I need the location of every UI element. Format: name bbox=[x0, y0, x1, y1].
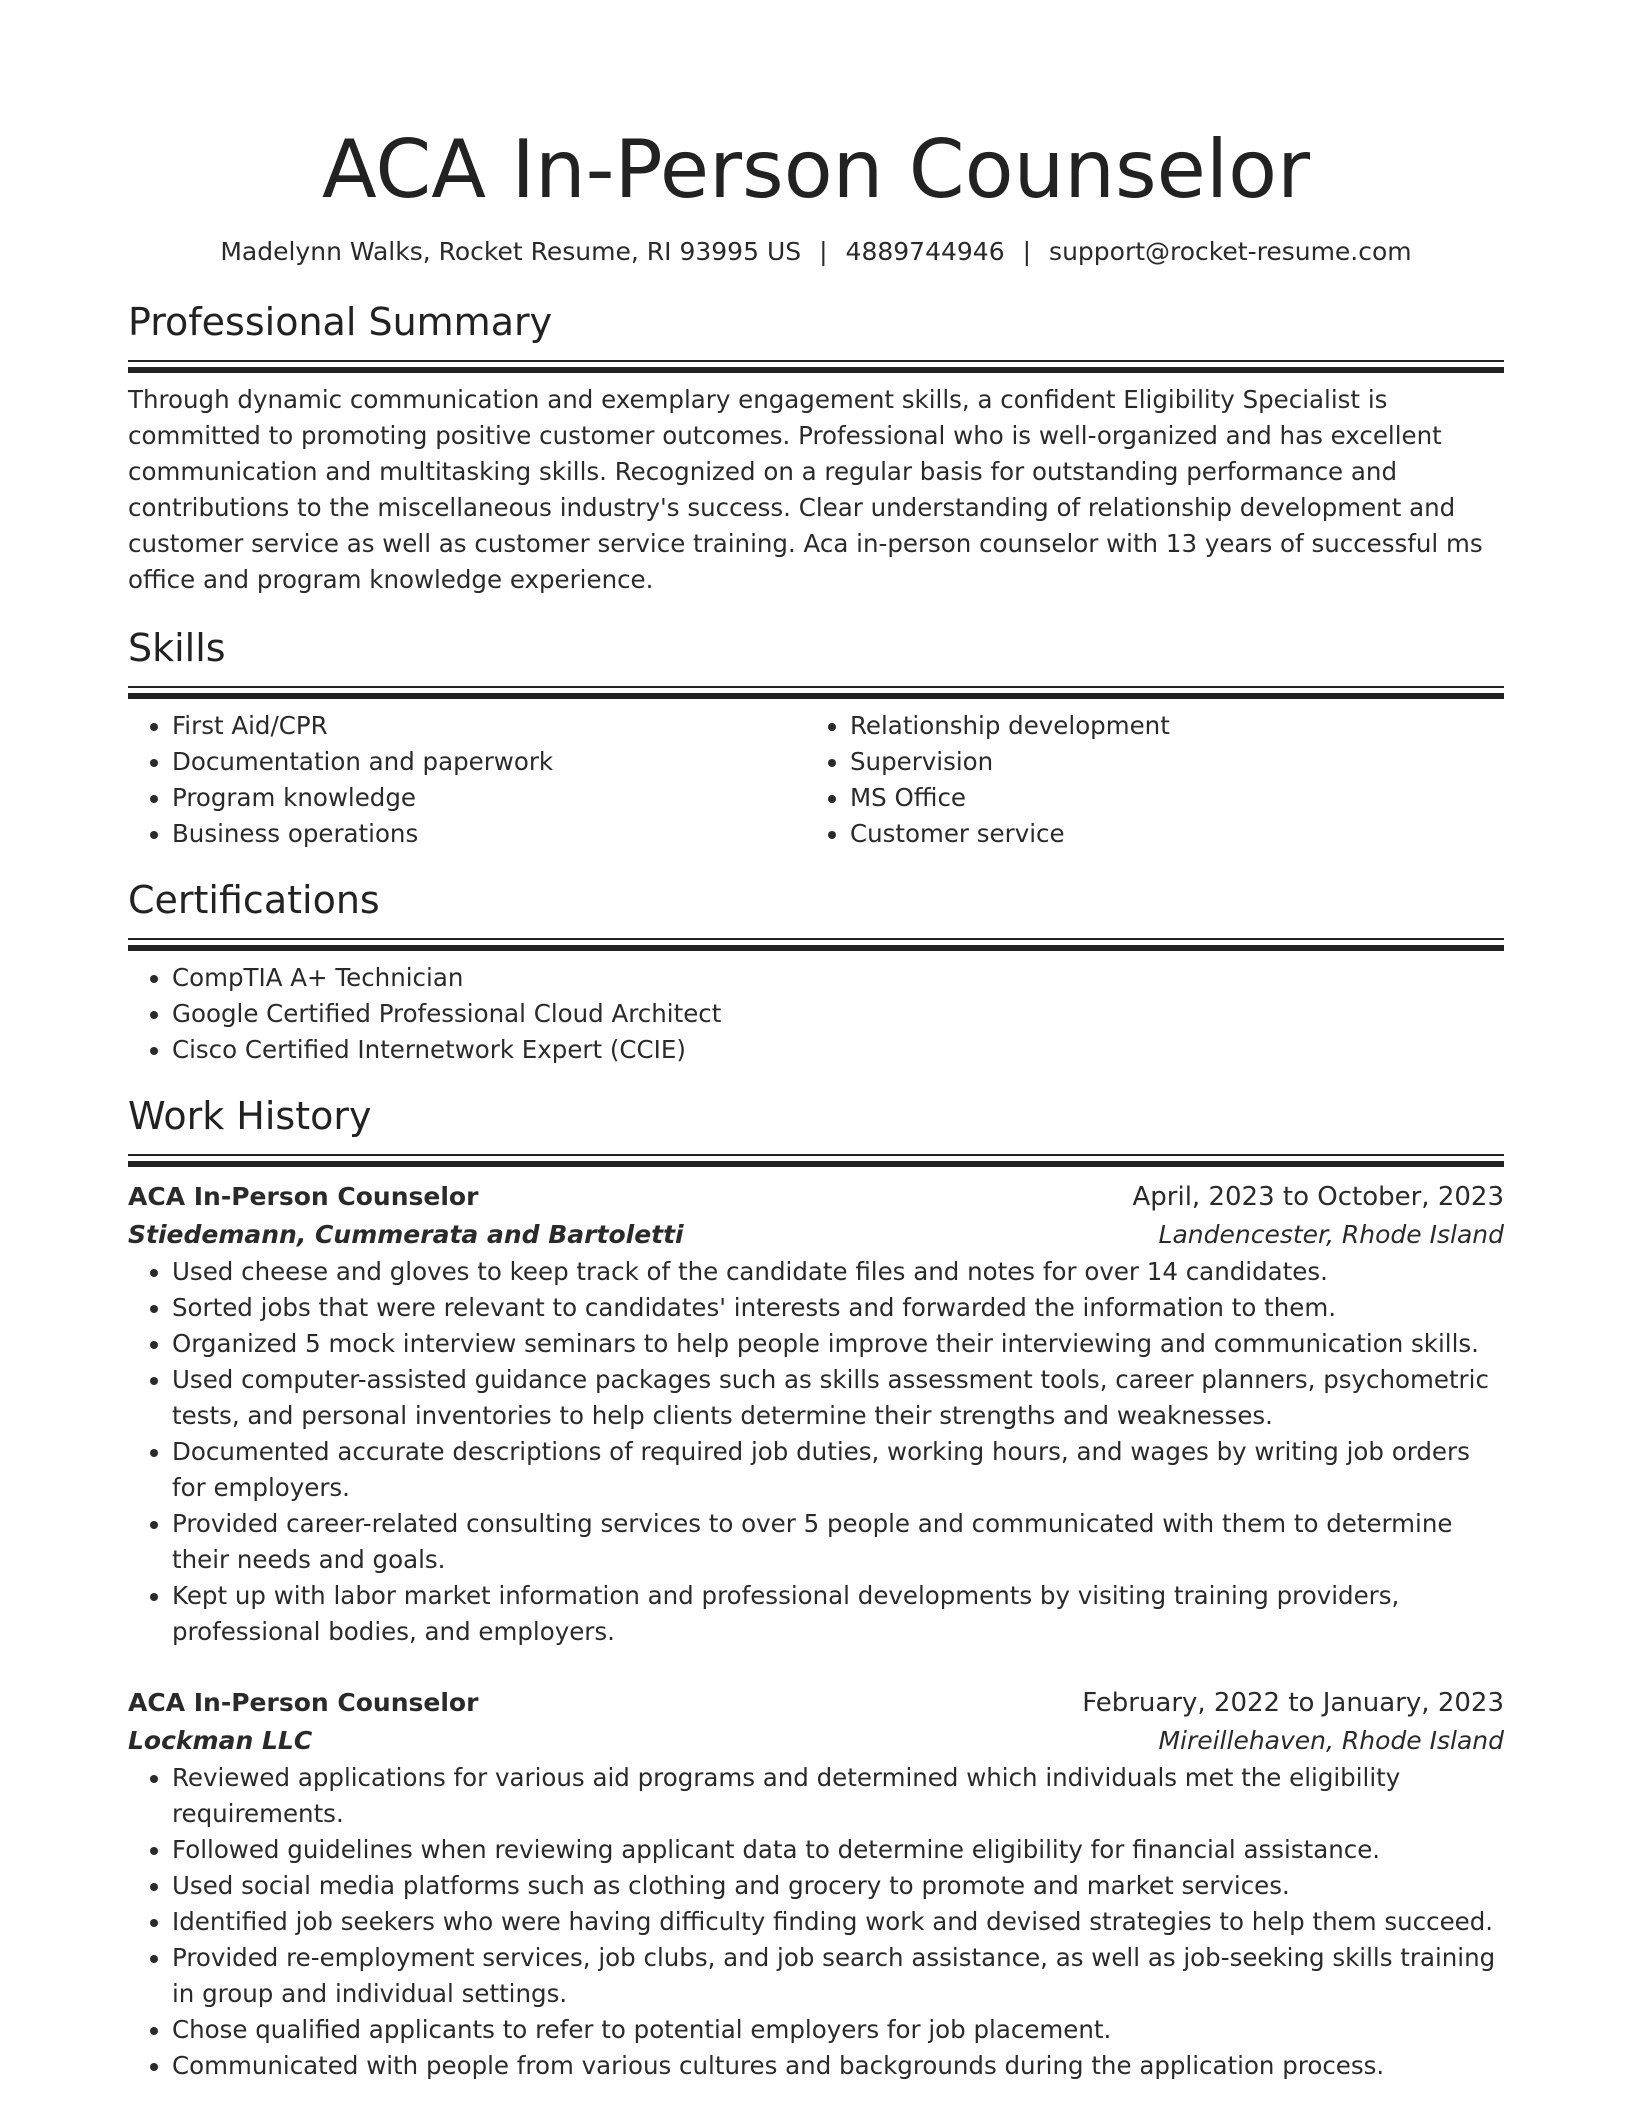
job-entry bbox=[128, 1684, 1504, 2084]
job-bullet: • Sorted jobs that were relevant to candidates' interests and forwarded the information to them. bbox=[172, 1290, 1504, 1326]
job-header bbox=[128, 1684, 1504, 1722]
job-subheader bbox=[128, 1216, 1504, 1254]
skill-item: • Program knowledge bbox=[172, 780, 806, 816]
job-title: ACA In-Person Counselor bbox=[128, 1688, 479, 1717]
job-bullet-list bbox=[128, 1254, 1504, 1650]
certification-item: • Google Certified Professional Cloud Architect bbox=[172, 996, 1504, 1032]
skills-heading: Skills bbox=[128, 626, 226, 670]
certification-item: • Cisco Certified Internetwork Expert (CCIE) bbox=[172, 1032, 1504, 1068]
skills-column-left bbox=[128, 708, 806, 852]
contact-phone: 4889744946 bbox=[845, 237, 1005, 266]
certification-item: • CompTIA A+ Technician bbox=[172, 960, 1504, 996]
job-location: Mireillehaven, Rhode Island bbox=[1158, 1726, 1504, 1755]
job-location: Landencester, Rhode Island bbox=[1158, 1220, 1504, 1249]
summary-text: Through dynamic communication and exemplary engagement skills, a confident Eligibility Specialist is committed to promoting positive customer outcomes. Professional who is well-organized and has excellent communication and multitasking skills. Recognized on a regular basis for outstanding performance and contributions to the miscellaneous industry's success. Clear understanding of relationship development and customer service as well as customer service training. Aca in-person counselor with 13 years of successful ms office and program knowledge experience. bbox=[128, 385, 1483, 594]
job-title: ACA In-Person Counselor bbox=[128, 1182, 479, 1211]
section-divider bbox=[128, 358, 1504, 374]
job-bullet: • Documented accurate descriptions of required job duties, working hours, and wages by writing job orders for employers. bbox=[172, 1434, 1504, 1506]
job-company: Lockman LLC bbox=[128, 1726, 313, 1755]
job-company: Stiedemann, Cummerata and Bartoletti bbox=[128, 1220, 684, 1249]
summary-section bbox=[128, 298, 1504, 598]
work-history-heading: Work History bbox=[128, 1094, 372, 1138]
job-entry bbox=[128, 1178, 1504, 1650]
skills-list-left bbox=[128, 708, 806, 852]
job-bullet: • Kept up with labor market information and professional developments by visiting training providers, professional bodies, and employers. bbox=[172, 1578, 1504, 1650]
job-bullet: • Used computer-assisted guidance packages such as skills assessment tools, career planners, psychometric tests, and personal inventories to help clients determine their strengths and weaknesses. bbox=[172, 1362, 1504, 1434]
skill-item: • First Aid/CPR bbox=[172, 708, 806, 744]
certifications-heading: Certifications bbox=[128, 878, 380, 922]
job-header bbox=[128, 1178, 1504, 1216]
skill-item: • MS Office bbox=[850, 780, 1484, 816]
section-divider bbox=[128, 684, 1504, 700]
work-history-section bbox=[128, 1092, 1504, 2084]
resume-title: ACA In-Person Counselor bbox=[322, 123, 1310, 216]
skills-section bbox=[128, 624, 1504, 852]
job-bullet: • Reviewed applications for various aid programs and determined which individuals met the eligibility requirements. bbox=[172, 1760, 1504, 1832]
skill-item: • Customer service bbox=[850, 816, 1484, 852]
job-bullet: • Used social media platforms such as clothing and grocery to promote and market services. bbox=[172, 1868, 1504, 1904]
contact-separator: | bbox=[1022, 237, 1032, 266]
job-bullet: • Organized 5 mock interview seminars to help people improve their interviewing and communication skills. bbox=[172, 1326, 1504, 1362]
skills-column-right bbox=[806, 708, 1484, 852]
skill-item: • Business operations bbox=[172, 816, 806, 852]
job-bullet: • Provided career-related consulting services to over 5 people and communicated with them to determine their needs and goals. bbox=[172, 1506, 1504, 1578]
section-divider bbox=[128, 1152, 1504, 1168]
section-divider bbox=[128, 936, 1504, 952]
contact-address: Madelynn Walks, Rocket Resume, RI 93995 US bbox=[220, 237, 802, 266]
certifications-section bbox=[128, 876, 1504, 1068]
skill-item: • Supervision bbox=[850, 744, 1484, 780]
skills-grid bbox=[128, 708, 1504, 852]
job-bullet: • Identified job seekers who were having difficulty finding work and devised strategies to help them succeed. bbox=[172, 1904, 1504, 1940]
contact-email: support@rocket-resume.com bbox=[1049, 237, 1412, 266]
job-bullet: • Provided re-employment services, job clubs, and job search assistance, as well as job-seeking skills training in group and individual settings. bbox=[172, 1940, 1504, 2012]
job-bullet: • Chose qualified applicants to refer to potential employers for job placement. bbox=[172, 2012, 1504, 2048]
job-subheader bbox=[128, 1722, 1504, 1760]
job-dates: February, 2022 to January, 2023 bbox=[1082, 1688, 1504, 1718]
resume-page bbox=[128, 0, 1504, 2084]
summary-heading: Professional Summary bbox=[128, 300, 553, 344]
job-dates: April, 2023 to October, 2023 bbox=[1132, 1182, 1504, 1212]
certifications-list bbox=[128, 960, 1504, 1068]
job-bullet-list bbox=[128, 1760, 1504, 2084]
contact-separator: | bbox=[819, 237, 828, 266]
job-bullet: • Communicated with people from various cultures and backgrounds during the application process. bbox=[172, 2048, 1504, 2084]
job-bullet: • Followed guidelines when reviewing applicant data to determine eligibility for financial assistance. bbox=[172, 1832, 1504, 1868]
skill-item: • Relationship development bbox=[850, 708, 1484, 744]
contact-line bbox=[128, 234, 1504, 270]
job-bullet: • Used cheese and gloves to keep track of the candidate files and notes for over 14 candidates. bbox=[172, 1254, 1504, 1290]
skill-item: • Documentation and paperwork bbox=[172, 744, 806, 780]
skills-list-right bbox=[806, 708, 1484, 852]
